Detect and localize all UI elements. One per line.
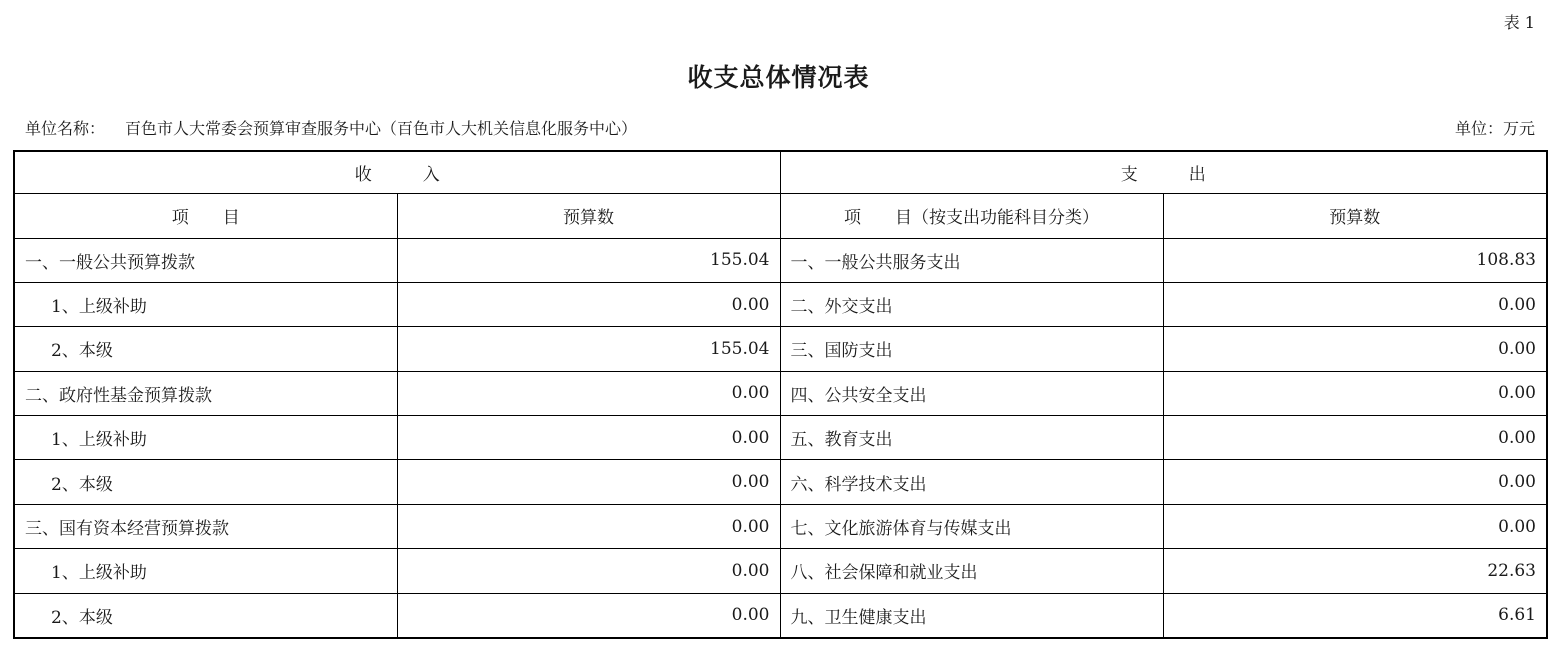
- table-number: 表 1: [1503, 13, 1535, 32]
- table-row: [14, 416, 1547, 460]
- expense-value: 0.00: [1163, 327, 1547, 371]
- income-value: 0.00: [397, 416, 780, 460]
- currency-unit: 单位：万元: [1454, 118, 1535, 138]
- expense-item: 一、一般公共服务支出: [780, 238, 1163, 282]
- income-item: 三、国有资本经营预算拨款: [14, 504, 397, 548]
- expense-value: 108.83: [1163, 238, 1547, 282]
- income-value: 155.04: [397, 327, 780, 371]
- income-value: 155.04: [397, 238, 780, 282]
- expense-item: 三、国防支出: [780, 327, 1163, 371]
- income-value: 0.00: [397, 371, 780, 415]
- section-header-row: [14, 151, 1547, 193]
- income-section-header: 收 入: [14, 151, 780, 193]
- income-value: 0.00: [397, 593, 780, 637]
- budget-table: [13, 150, 1548, 639]
- expense-value: 22.63: [1163, 549, 1547, 593]
- table-row: [14, 504, 1547, 548]
- income-value: 0.00: [397, 460, 780, 504]
- table-row: [14, 460, 1547, 504]
- expense-section-header: 支 出: [780, 151, 1547, 193]
- column-header-row: [14, 193, 1547, 238]
- page-title: 收支总体情况表: [687, 63, 870, 92]
- expense-value: 0.00: [1163, 282, 1547, 326]
- expense-value: 0.00: [1163, 460, 1547, 504]
- expense-item: 二、外交支出: [780, 282, 1163, 326]
- income-item: 1、上级补助: [14, 549, 397, 593]
- table-row: [14, 282, 1547, 326]
- expense-item: 九、卫生健康支出: [780, 593, 1163, 637]
- expense-value: 0.00: [1163, 504, 1547, 548]
- income-budget-header: 预算数: [397, 193, 780, 238]
- expense-item: 六、科学技术支出: [780, 460, 1163, 504]
- unit-name-label: 单位名称：: [25, 118, 106, 138]
- income-item: 一、一般公共预算拨款: [14, 238, 397, 282]
- unit-name-value: 百色市人大常委会预算审查服务中心（百色市人大机关信息化服务中心）: [125, 118, 638, 138]
- expense-value: 6.61: [1163, 593, 1547, 637]
- income-item: 2、本级: [14, 327, 397, 371]
- table-row: [14, 371, 1547, 415]
- income-item-header: 项 目: [14, 193, 397, 238]
- expense-item-header: 项 目（按支出功能科目分类）: [780, 193, 1163, 238]
- income-value: 0.00: [397, 549, 780, 593]
- expense-value: 0.00: [1163, 371, 1547, 415]
- expense-item: 七、文化旅游体育与传媒支出: [780, 504, 1163, 548]
- expense-budget-header: 预算数: [1163, 193, 1547, 238]
- unit-name: [25, 116, 637, 139]
- expense-item: 八、社会保障和就业支出: [780, 549, 1163, 593]
- table-row: [14, 327, 1547, 371]
- income-item: 1、上级补助: [14, 282, 397, 326]
- expense-item: 五、教育支出: [780, 416, 1163, 460]
- expense-value: 0.00: [1163, 416, 1547, 460]
- income-item: 1、上级补助: [14, 416, 397, 460]
- table-row: [14, 549, 1547, 593]
- income-item: 2、本级: [14, 593, 397, 637]
- table-row: [14, 238, 1547, 282]
- income-item: 2、本级: [14, 460, 397, 504]
- expense-item: 四、公共安全支出: [780, 371, 1163, 415]
- income-value: 0.00: [397, 504, 780, 548]
- table-row: [14, 593, 1547, 637]
- income-value: 0.00: [397, 282, 780, 326]
- unit-info-row: [25, 116, 1535, 138]
- income-item: 二、政府性基金预算拨款: [14, 371, 397, 415]
